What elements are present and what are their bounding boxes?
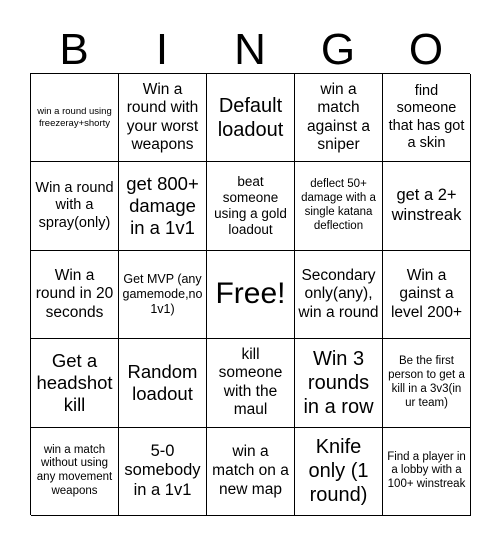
bingo-cell-r5c5[interactable]	[383, 428, 471, 516]
bingo-cell-r3c1[interactable]	[31, 251, 119, 339]
bingo-cell-text: Random loadout	[127, 360, 198, 404]
bingo-cell-text: get a 2+ winstreak	[391, 186, 462, 225]
bingo-cell-text: Be the first person to get a kill in a 3v3(in ur team)	[388, 355, 465, 409]
bingo-cell-text: Win a round with a spray(only)	[35, 180, 114, 231]
bingo-cell-r3c2[interactable]	[119, 251, 207, 339]
bingo-cell-r2c5[interactable]	[383, 162, 471, 250]
bingo-cell-r5c2[interactable]	[119, 428, 207, 516]
bingo-cell-text: Knife only (1 round)	[308, 436, 369, 507]
bingo-cell-r2c2[interactable]	[119, 162, 207, 250]
bingo-cell-text: Secondary only(any), win a round	[298, 266, 379, 321]
bingo-card-grid	[30, 73, 470, 515]
bingo-cell-r3c4[interactable]	[295, 251, 383, 339]
bingo-header	[30, 26, 470, 74]
bingo-cell-r1c3[interactable]	[207, 74, 295, 162]
bingo-cell-r3c5[interactable]	[383, 251, 471, 339]
bingo-cell-r1c2[interactable]	[119, 74, 207, 162]
bingo-cell-text: get 800+ damage in a 1v1	[126, 172, 199, 239]
header-letter-n: N	[234, 25, 266, 74]
bingo-cell-text: beat someone using a gold loadout	[214, 173, 287, 238]
bingo-cell-r1c5[interactable]	[383, 74, 471, 162]
bingo-cell-text: Default loadout	[217, 94, 284, 141]
bingo-cell-text: win a match without using any movement weapons	[36, 443, 113, 498]
bingo-cell-text: Win a round in 20 seconds	[35, 266, 114, 321]
bingo-cell-r2c4[interactable]	[295, 162, 383, 250]
bingo-cell-free[interactable]	[207, 251, 295, 339]
bingo-cell-r5c3[interactable]	[207, 428, 295, 516]
bingo-cell-text: win a match on a new map	[212, 443, 289, 498]
header-letter-b: B	[59, 25, 89, 74]
header-letter-o: O	[408, 25, 444, 74]
bingo-cell-r1c1[interactable]	[31, 74, 119, 162]
bingo-cell-text: win a round using freezeray+shorty	[37, 106, 112, 129]
header-letter-g: G	[320, 25, 356, 74]
bingo-cell-r5c1[interactable]	[31, 428, 119, 516]
bingo-cell-text: Get MVP (any gamemode,no 1v1)	[122, 271, 203, 316]
bingo-cell-r2c3[interactable]	[207, 162, 295, 250]
header-letter-i: I	[155, 25, 169, 74]
bingo-cell-text: win a match against a sniper	[307, 80, 370, 154]
bingo-cell-r2c1[interactable]	[31, 162, 119, 250]
bingo-cell-r4c2[interactable]	[119, 339, 207, 427]
bingo-cell-text: kill someone with the maul	[218, 345, 283, 419]
bingo-cell-text: Win a round with your worst weapons	[126, 80, 199, 154]
bingo-cell-r4c1[interactable]	[31, 339, 119, 427]
bingo-cell-r4c5[interactable]	[383, 339, 471, 427]
bingo-cell-r1c4[interactable]	[295, 74, 383, 162]
bingo-cell-text: find someone that has got a skin	[388, 82, 465, 152]
bingo-cell-text: deflect 50+ damage with a single katana deflection	[301, 178, 376, 232]
bingo-cell-text: Find a player in a lobby with a 100+ winstreak	[387, 450, 466, 491]
bingo-cell-text: Win 3 rounds in a row	[303, 347, 374, 418]
bingo-cell-r4c4[interactable]	[295, 339, 383, 427]
bingo-cell-text: 5-0 somebody in a 1v1	[124, 441, 201, 500]
bingo-cell-r5c4[interactable]	[295, 428, 383, 516]
free-space-text: Free!	[215, 277, 286, 311]
bingo-cell-text: Get a headshot kill	[36, 349, 113, 415]
bingo-cell-r4c3[interactable]	[207, 339, 295, 427]
bingo-cell-text: Win a gainst a level 200+	[390, 266, 463, 321]
